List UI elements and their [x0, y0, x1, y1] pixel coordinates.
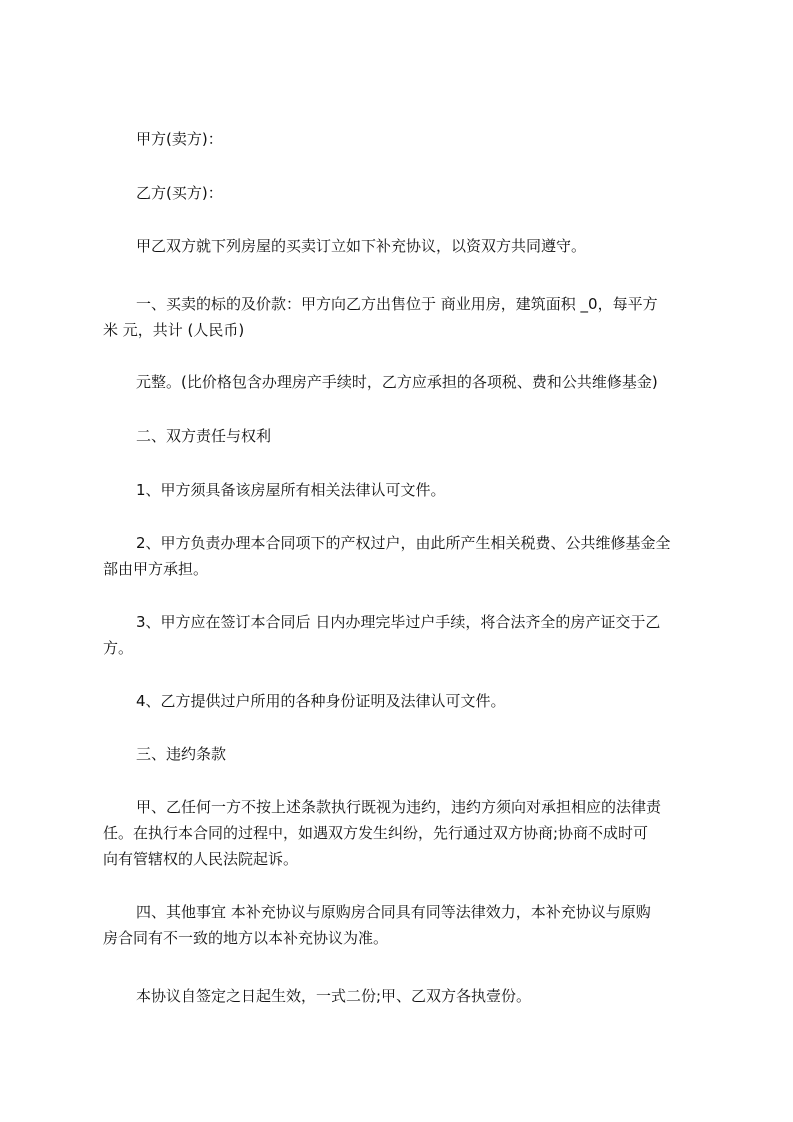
- breach-line-3: 向有管辖权的人民法院起诉。: [103, 850, 299, 868]
- party-a-seller: 甲方(卖方)：: [136, 130, 223, 148]
- clause-1-line-2: 米 元，共计 (人民币): [103, 321, 245, 339]
- effective-clause: 本协议自签定之日起生效，一式二份;甲、乙双方各执壹份。: [136, 987, 532, 1005]
- intro-paragraph: 甲乙双方就下列房屋的买卖订立如下补充协议，以资双方共同遵守。: [136, 237, 587, 255]
- item-3-line-1: 3、甲方应在签订本合同后 日内办理完毕过户手续，将合法齐全的房产证交于乙: [136, 613, 661, 631]
- item-2-line-2: 部由甲方承担。: [103, 560, 209, 578]
- item-4: 4、乙方提供过户所用的各种身份证明及法律认可文件。: [136, 692, 506, 710]
- item-2-line-1: 2、甲方负责办理本合同项下的产权过户，由此所产生相关税费、公共维修基金全: [136, 534, 671, 552]
- clause-1-line-1: 一、买卖的标的及价款：甲方向乙方出售位于 商业用房，建筑面积 _0，每平方: [136, 295, 658, 313]
- section-4-line-2: 房合同有不一致的地方以本补充协议为准。: [103, 929, 389, 947]
- breach-line-2: 任。在执行本合同的过程中，如遇双方发生纠纷，先行通过双方协商;协商不成时可: [103, 824, 649, 842]
- item-3-line-2: 方。: [103, 639, 134, 657]
- price-note: 元整。(比价格包含办理房产手续时，乙方应承担的各项税、费和公共维修基金): [136, 373, 658, 391]
- breach-line-1: 甲、乙任何一方不按上述条款执行既视为违约，违约方须向对承担相应的法律责: [136, 798, 662, 816]
- section-4-line-1: 四、其他事宜 本补充协议与原购房合同具有同等法律效力，本补充协议与原购: [136, 903, 651, 921]
- item-1: 1、甲方须具备该房屋所有相关法律认可文件。: [136, 481, 446, 499]
- section-3-heading: 三、违约条款: [136, 745, 227, 763]
- section-2-heading: 二、双方责任与权利: [136, 427, 272, 445]
- party-b-buyer: 乙方(买方)：: [136, 184, 223, 202]
